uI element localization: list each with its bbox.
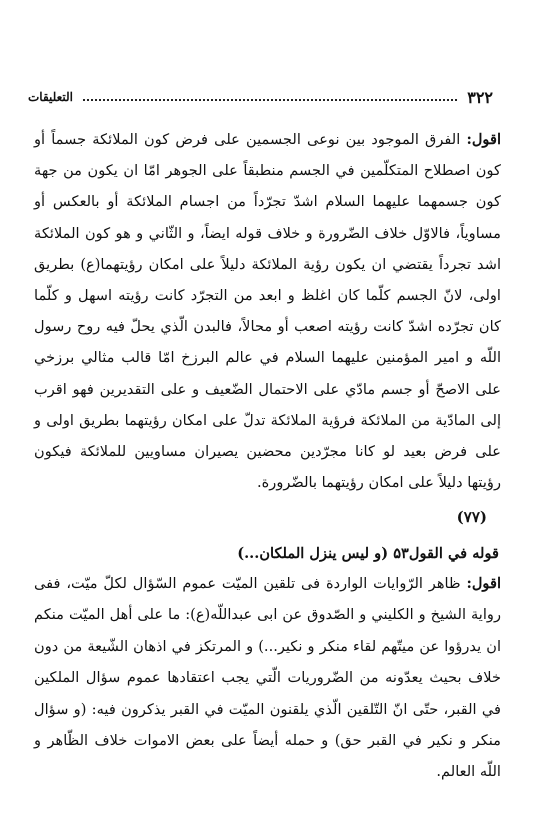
- header-dotted-leader: [83, 99, 457, 101]
- note-number: (۷۷): [456, 508, 487, 526]
- quoted-heading: قوله في القول۵۳ (و ليس ينزل الملكان...): [237, 545, 499, 562]
- commentary-paragraph-1: [34, 124, 501, 498]
- paragraph-2-lead: اقول:: [466, 575, 501, 592]
- commentary-paragraph-2: [34, 568, 501, 788]
- paragraph-1-lead: اقول:: [466, 131, 501, 148]
- paragraph-1-text: الفرق الموجود بين نوعى الجسمين على فرض كون الملائكة جسماً أو كون اصطلاح المتكلّمين في الجسم منطبقاً على الجوهر امّا ان يكون من جهة كون جسمهما عليهما السلام اشدّ تجرّداً من اجسام الملائكة أو بالعكس أو مساوياً، فالاوّل خلاف الضّرورة و خلاف قوله ايضاً، و الثّاني و هو كون الملائكة اشد تجرداً يقتضي ان يكون رؤية الملائكة دليلاً على امكان رؤيتهما(ع) بطريق اولى، لانّ الجسم كلّما كان اغلظ و ابعد من التجرّد كانت رؤيته اسهل و كلّما كان تجرّده اشدّ كانت رؤيته اصعب أو محالاً، فالبدن الّذي يحلّ فيه روح رسول اللّه و امير المؤمنين عليهما السلام في عالم البرزخ امّا قالب مثالي برزخي على الاصحّ أو جسم مادّي على الاحتمال الضّعيف و على التقديرين فهو اقرب إلى المادّية من الملائكة فرؤية الملائكة تدلّ على امكان رؤيتهما بطريق اولى و على فرض بعيد لو كانا مجرّدين محضين يصيران مساويين للملائكة فيكون رؤيتها دليلاً على امكان رؤيتهما بالضّرورة.: [34, 131, 501, 492]
- page-number: ۳۲۲: [467, 87, 493, 107]
- section-title: التعليقات: [28, 90, 74, 104]
- paragraph-2-text: ظاهر الرّوايات الواردة فى تلقين الميّت عموم السّؤال لكلّ ميّت، ففى رواية الشيخ و الكليني و الصّدوق عن ابى عبداللّه(ع): ما على أهل الميّت منكم ان يدرؤوا عن ميتّهم لقاء منكر و نكير...) و المرتكز في اذهان الشّيعة من دون خلاف بحيث يعدّونه من الضّروريات الّتي يجب اعتقادها عموم سؤال الملكين في القبر، حتّى انّ التّلقين الّذي يلقنون الميّت في القبر يذكرون فيه: (و سؤال منكر و نكير في القبر حق) و حمله أيضاً على بعض الاموات خلاف الظّاهر و اللّه العالم.: [34, 575, 501, 781]
- page-header: [28, 86, 493, 108]
